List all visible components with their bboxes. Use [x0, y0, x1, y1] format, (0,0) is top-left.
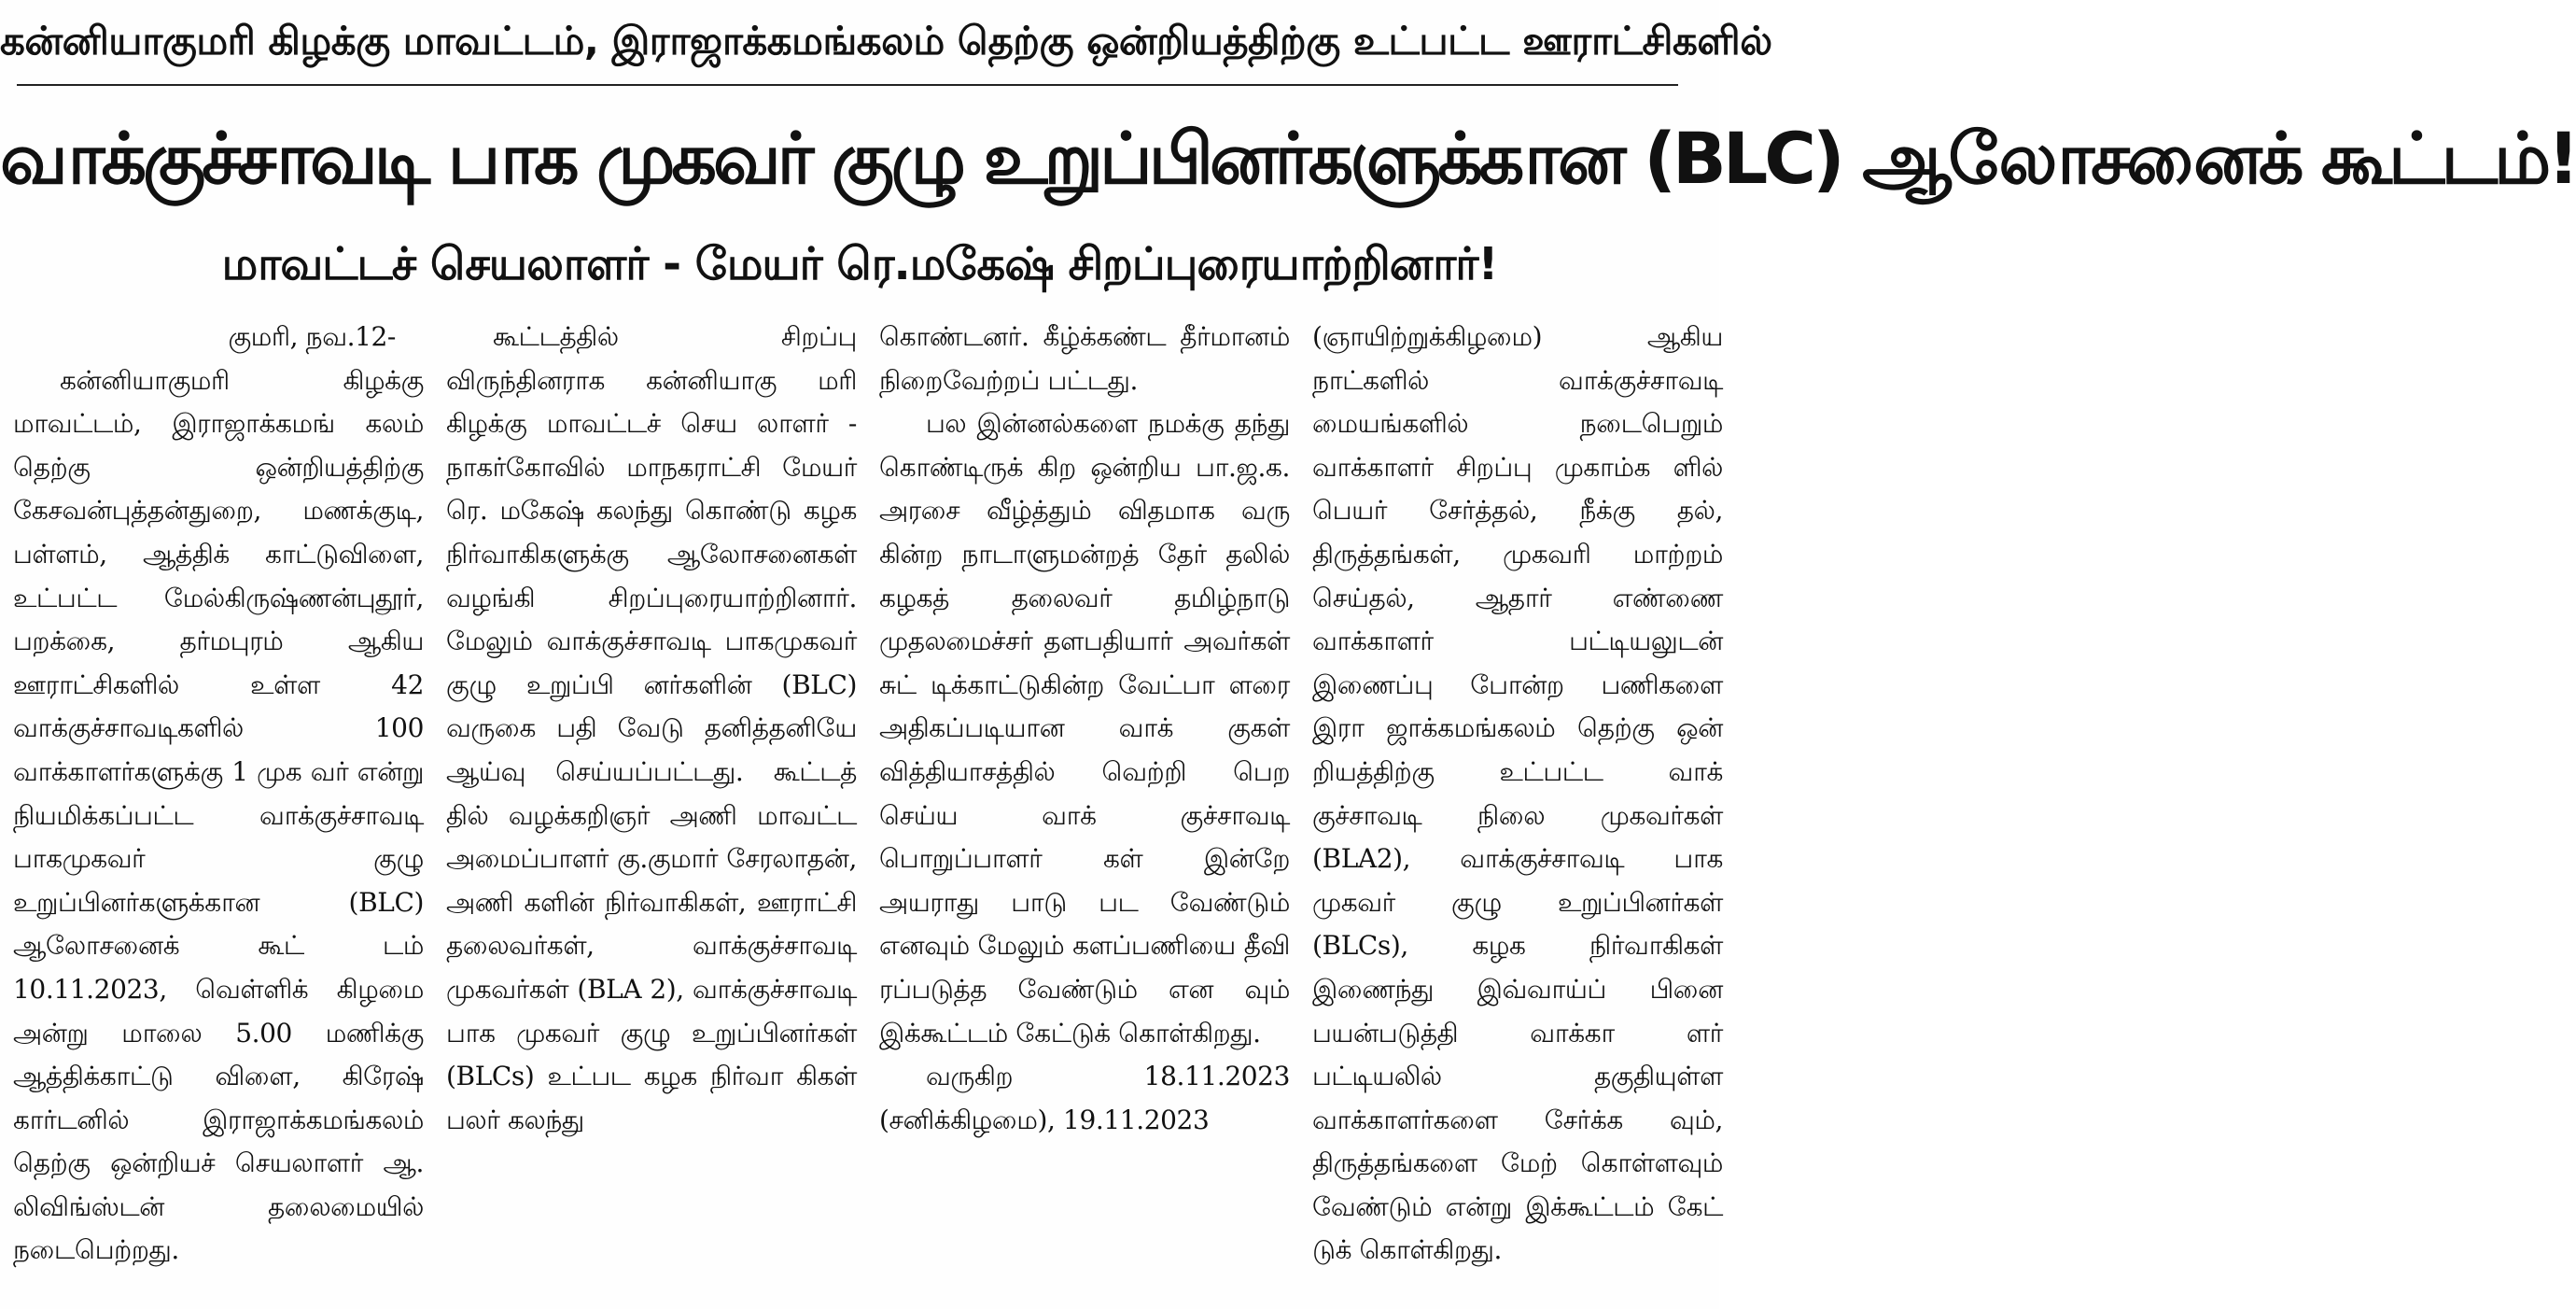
article-column-4	[1312, 316, 1723, 1309]
column-3-paragraph-2: பல இன்னல்களை நமக்கு தந்து கொண்டிருக் கிற ஒன்றிய பா.ஜ.க. அரசை வீழ்த்தும் விதமாக வரு கின்ற நாடாளுமன்றத் தேர் தலில் கழகத் தலைவர் தமிழ்நாடு முதலமைச்சர் தளபதியார் அவர்கள் சுட் டிக்காட்டுகின்ற வேட்பா ளரை அதிகப்படியான வாக் குகள் வித்தியாசத்தில் வெற்றி பெற செய்ய வாக் குச்சாவடி பொறுப்பாளர் கள் இன்றே அயராது பாடு பட வேண்டும் எனவும் மேலும் களப்பணியை தீவி ரப்படுத்த வேண்டும் என வும் இக்கூட்டம் கேட்டுக் கொள்கிறது.	[879, 408, 1290, 1049]
column-1-paragraph-1: கன்னியாகுமரி கிழக்கு மாவட்டம், இராஜாக்கமங் கலம் தெற்கு ஒன்றியத்திற்கு கேசவன்புத்தன்துறை, மணக்குடி, பள்ளம், ஆத்திக் காட்டுவிளை, உட்பட்ட மேல்கிருஷ்ணன்புதூர், பறக்கை, தர்மபுரம் ஆகிய ஊராட்சிகளில் உள்ள 42 வாக்குச்சாவடிகளில் 100 வாக்காளர்களுக்கு 1 முக வர் என்று நியமிக்கப்பட்ட வாக்குச்சாவடி பாகமுகவர் குழு உறுப்பினர்களுக்கான (BLC) ஆலோசனைக் கூட் டம் 10.11.2023, வெள்ளிக் கிழமை அன்று மாலை 5.00 மணிக்கு ஆத்திக்காட்டு விளை, கிரேஷ் கார்டனில் இராஜாக்கமங்கலம் தெற்கு ஒன்றியச் செயலாளர் ஆ. லிவிங்ஸ்டன் தலைமையில் நடைபெற்றது.	[13, 364, 424, 1266]
dateline: குமரி, நவ.12-	[228, 321, 396, 352]
header-rule	[17, 84, 1678, 86]
column-4-paragraph-1: (ஞாயிற்றுக்கிழமை) ஆகிய நாட்களில் வாக்குச்சாவடி மையங்களில் நடைபெறும் வாக்காளர் சிறப்பு முகாம்க ளில் பெயர் சேர்த்தல், நீக்கு தல், திருத்தங்கள், முகவரி மாற்றம் செய்தல், ஆதார் எண்ணை வாக்காளர் பட்டியலுடன் இணைப்பு போன்ற பணிகளை இரா ஜாக்கமங்கலம் தெற்கு ஒன் றியத்திற்கு உட்பட்ட வாக் குச்சாவடி நிலை முகவர்கள் (BLA2), வாக்குச்சாவடி பாக முகவர் குழு உறுப்பினர்கள் (BLCs), கழக நிர்வாகிகள் இணைந்து இவ்வாய்ப் பினை பயன்படுத்தி வாக்கா ளர் பட்டியலில் தகுதியுள்ள வாக்காளர்களை சேர்க்க வும், திருத்தங்களை மேற் கொள்ளவும் வேண்டும் என்று இக்கூட்டம் கேட் டுக் கொள்கிறது.	[1312, 321, 1723, 1266]
headline: வாக்குச்சாவடி பாக முகவர் குழு உறுப்பினர்களுக்கான (BLC) ஆலோசனைக் கூட்டம்!	[0, 117, 2576, 200]
kicker-line: கன்னியாகுமரி கிழக்கு மாவட்டம், இராஜாக்கமங்கலம் தெற்கு ஒன்றியத்திற்கு உட்பட்ட ஊராட்சிகளில்	[0, 18, 1772, 63]
article-column-1	[13, 316, 424, 1309]
column-3-paragraph-3: வருகிற 18.11.2023 (சனிக்கிழமை), 19.11.2023	[879, 1061, 1290, 1135]
column-2-paragraph-1: கூட்டத்தில் சிறப்பு விருந்தினராக கன்னியாகு மரி கிழக்கு மாவட்டச் செய லாளர் - நாகர்கோவில் மாநகராட்சி மேயர் ரெ. மகேஷ் கலந்து கொண்டு கழக நிர்வாகிகளுக்கு ஆலோசனைகள் வழங்கி சிறப்புரையாற்றினார். மேலும் வாக்குச்சாவடி பாகமுகவர் குழு உறுப்பி னர்களின் (BLC) வருகை பதி வேடு தனித்தனியே ஆய்வு செய்யப்பட்டது. கூட்டத் தில் வழக்கறிஞர் அணி மாவட்ட அமைப்பாளர் கு.குமார் சேரலாதன், அணி களின் நிர்வாகிகள், ஊராட்சி தலைவர்கள், வாக்குச்சாவடி முகவர்கள் (BLA 2), வாக்குச்சாவடி பாக முகவர் குழு உறுப்பினர்கள் (BLCs) உட்பட கழக நிர்வா கிகள் பலர் கலந்து	[446, 321, 857, 1135]
subheadline: மாவட்டச் செயலாளர் - மேயர் ரெ.மகேஷ் சிறப்புரையாற்றினார்!	[221, 238, 1498, 290]
article-column-2	[446, 316, 857, 1309]
column-3-paragraph-1: கொண்டனர். கீழ்க்கண்ட தீர்மானம் நிறைவேற்றப் பட்டது.	[879, 321, 1290, 396]
article-column-3	[879, 316, 1290, 1309]
